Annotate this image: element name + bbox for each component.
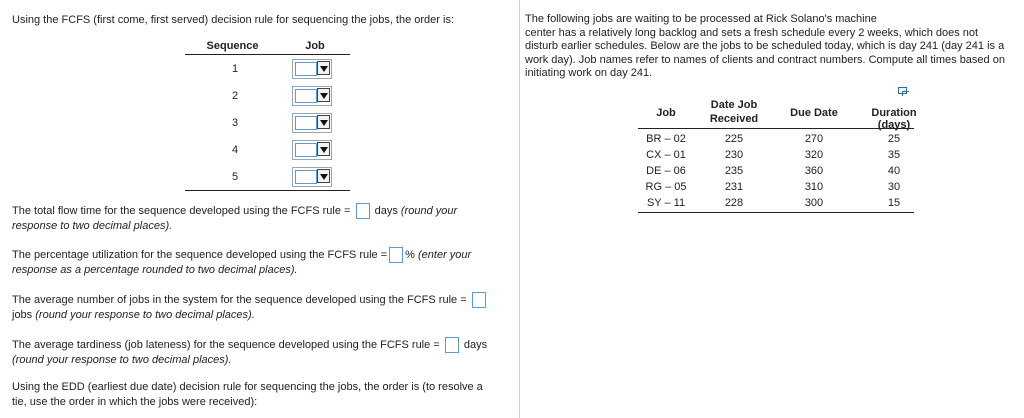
job-select-1[interactable] [292,59,332,79]
job-select-3[interactable] [292,113,332,133]
question-utilization: The percentage utilization for the sequence developed using the FCFS rule = % (enter your response as a percentage rounded to two decimal places). [12,248,472,276]
problem-paragraph: The following jobs are waiting to be processed at Rick Solano's machine center has a relatively long backlog and sets a fresh schedule every 2 weeks, which does not disturb earlier schedules. Below are the jobs to be scheduled today, which is day 241 (day 241 is a work day). Job names refer to names of clients and contract numbers. Compute all times based on initiating work on day 241. [525,13,1005,79]
question-avg-jobs: The average number of jobs in the system for the sequence developed using the FCFS rule = jobs (round your response to two decimal places). [12,292,510,323]
dropdown-arrow-icon[interactable] [317,61,330,75]
question-tardiness: The average tardiness (job lateness) for the sequence developed using the FCFS rule = days (round your response to two decimal places). [12,338,488,366]
sequence-table-header [185,38,350,55]
sequence-number: 2 [231,90,239,102]
dropdown-arrow-icon[interactable] [317,88,330,102]
sequence-number: 3 [231,117,239,129]
header-due-date: Due Date [790,107,838,119]
header-job: Job [656,107,676,119]
expand-icon[interactable] [898,87,907,94]
header-sequence: Sequence [206,40,259,52]
sequence-number: 5 [231,171,239,183]
edd-intro: Using the EDD (earliest due date) decision rule for sequencing the jobs, the order is (to resolve a tie, use the order in which the jobs were received): [12,381,483,408]
dropdown-arrow-icon[interactable] [317,115,330,129]
table-bottom-rule [638,212,914,213]
flow-time-input[interactable] [356,203,370,219]
header-duration: Duration (days) [871,107,917,131]
job-select-2[interactable] [292,86,332,106]
table-row: SY – 11 228 300 15 [646,197,901,209]
utilization-input[interactable] [389,247,403,263]
tardiness-input[interactable] [445,337,459,353]
table-row: DE – 06 235 360 40 [646,165,901,177]
dropdown-arrow-icon[interactable] [317,169,330,183]
header-received-2: Received [709,113,759,125]
avg-jobs-input[interactable] [472,292,486,308]
jobs-table-header [638,98,917,131]
sequence-row [185,82,350,109]
right-panel [519,0,1024,418]
table-row: CX – 01 230 320 35 [646,149,901,161]
sequence-table [185,38,350,192]
sequence-row [185,55,350,82]
job-select-5[interactable] [292,167,332,187]
table-bottom-rule [185,190,350,192]
sequence-row [185,136,350,163]
fcfs-intro: Using the FCFS (first come, first served) decision rule for sequencing the jobs, the order is: [12,14,455,26]
table-row: RG – 05 231 310 30 [645,181,901,193]
left-panel [12,0,510,418]
table-row: BR – 02 225 270 25 [646,133,901,145]
sequence-row [185,163,350,190]
sequence-number: 1 [231,63,239,75]
jobs-table [638,98,917,213]
dropdown-arrow-icon[interactable] [317,142,330,156]
header-received-1: Date Job [710,99,758,111]
sequence-row [185,109,350,136]
question-flow-time: The total flow time for the sequence developed using the FCFS rule = days (round your response to two decimal places). [12,204,458,232]
sequence-number: 4 [231,144,239,156]
job-select-4[interactable] [292,140,332,160]
header-job: Job [305,40,325,52]
